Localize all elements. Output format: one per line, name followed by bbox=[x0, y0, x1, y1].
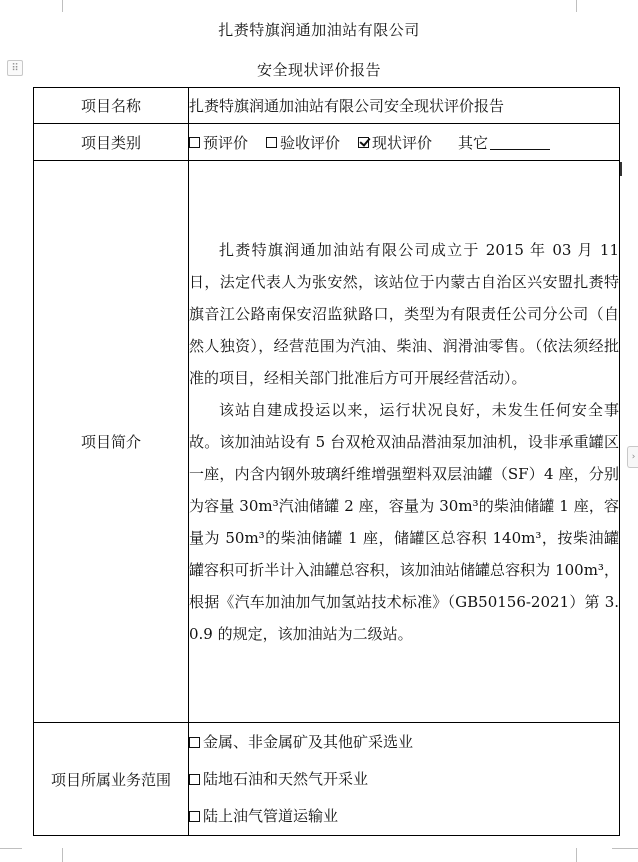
category-option-label: 预评价 bbox=[203, 133, 249, 152]
category-option-label: 验收评价 bbox=[280, 133, 341, 152]
text-cursor-marker bbox=[620, 162, 622, 176]
row-project-name bbox=[34, 88, 620, 124]
row-project-intro bbox=[34, 161, 620, 723]
checkbox-icon bbox=[189, 811, 200, 822]
crop-mark-top-left bbox=[62, 0, 63, 12]
project-category-label: 项目类别 bbox=[34, 124, 189, 161]
business-scope-options bbox=[189, 723, 620, 836]
category-option-pre-evaluation[interactable] bbox=[189, 132, 248, 153]
project-intro-label: 项目简介 bbox=[34, 161, 189, 723]
crop-mark-bottom-left-h bbox=[0, 848, 22, 849]
category-option-acceptance-evaluation[interactable] bbox=[266, 132, 340, 153]
project-intro-content[interactable] bbox=[189, 161, 620, 723]
side-panel-toggle[interactable]: › bbox=[627, 446, 638, 468]
checkbox-icon bbox=[189, 737, 200, 748]
scope-option-label: 陆地石油和天然气开采业 bbox=[203, 769, 369, 788]
business-scope-label: 项目所属业务范围 bbox=[34, 723, 189, 836]
crop-mark-bottom-right bbox=[576, 848, 577, 862]
project-name-value[interactable]: 扎赉特旗润通加油站有限公司安全现状评价报告 bbox=[189, 88, 620, 124]
row-business-scope bbox=[34, 723, 620, 836]
crop-mark-top-right bbox=[576, 0, 577, 12]
scope-option-oil-gas-extraction[interactable] bbox=[189, 761, 619, 798]
intro-paragraph: 该站自建成投运以来，运行状况良好，未发生任何安全事故。该加油站设有 5 台双枪双油品潜油泵加油机，设非承重罐区一座，内含内钢外玻璃纤维增强塑料双层油罐（SF）4 座，分别为容量 30m³汽油储罐 2 座，容量为 30m³的柴油储罐 1 座，容量为 50m³的柴油储罐 1 座，储罐区总容积 140m³，按柴油罐罐容积可折半计入油罐总容积，该加油站储罐总容积为 100m³，根据《汽车加油加气加氢站技术标准》（GB50156-2021）第 3.0.9 的规定，该加油站为二级站。 bbox=[189, 400, 619, 643]
category-other-blank-line[interactable] bbox=[490, 135, 550, 150]
project-category-options bbox=[189, 124, 620, 161]
scope-option-label: 陆上油气管道运输业 bbox=[203, 806, 339, 825]
checkbox-checked-icon bbox=[358, 137, 369, 148]
table-move-handle[interactable]: ⠿ bbox=[7, 60, 23, 76]
crop-mark-bottom-left bbox=[62, 848, 63, 862]
checkbox-icon bbox=[266, 137, 277, 148]
scope-option-label: 金属、非金属矿及其他矿采选业 bbox=[203, 732, 414, 751]
category-option-label: 现状评价 bbox=[372, 133, 433, 152]
checkbox-icon bbox=[189, 774, 200, 785]
report-table bbox=[33, 87, 620, 836]
category-option-other[interactable] bbox=[458, 132, 550, 153]
checkbox-icon bbox=[189, 137, 200, 148]
category-option-status-evaluation[interactable] bbox=[358, 132, 432, 153]
row-project-category bbox=[34, 124, 620, 161]
project-name-label: 项目名称 bbox=[34, 88, 189, 124]
intro-paragraph: 扎赉特旗润通加油站有限公司成立于 2015 年 03 月 11 日，法定代表人为张安然，该站位于内蒙古自治区兴安盟扎赉特旗音江公路南保安沼监狱路口，类型为有限责任公司分公司（自然人独资），经营范围为汽油、柴油、润滑油零售。（依法须经批准的项目，经相关部门批准后方可开展经营活动）。 bbox=[189, 240, 619, 387]
scope-option-mining[interactable] bbox=[189, 724, 619, 761]
document-subtitle: 安全现状评价报告 bbox=[256, 61, 381, 79]
document-title: 扎赉特旗润通加油站有限公司 bbox=[218, 21, 420, 39]
scope-option-pipeline-transport[interactable] bbox=[189, 798, 619, 835]
category-other-label: 其它 bbox=[458, 133, 489, 152]
crop-mark-bottom-right-h bbox=[612, 848, 638, 849]
